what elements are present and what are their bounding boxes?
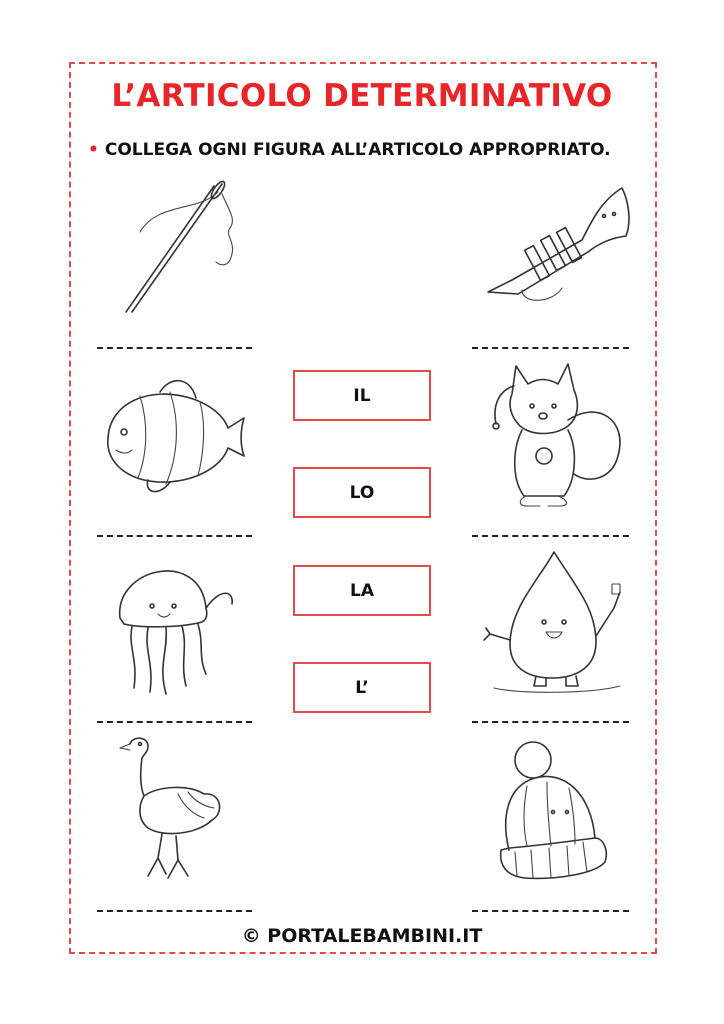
fish-icon [100, 372, 248, 497]
instruction [88, 140, 611, 160]
instruction-bullet: • [88, 140, 99, 160]
drop-icon [480, 548, 630, 696]
instruction-text: COLLEGA OGNI FIGURA ALL’ARTICOLO APPROPRIATO. [104, 140, 611, 160]
answer-line-left-2[interactable] [97, 535, 252, 537]
page-title: L’ARTICOLO DETERMINATIVO [111, 78, 613, 114]
article-box-lo[interactable]: LO [293, 467, 431, 518]
footer-copyright: © PORTALEBAMBINI.IT [241, 925, 483, 947]
article-box-il[interactable]: IL [293, 370, 431, 421]
answer-line-left-3[interactable] [97, 721, 252, 723]
article-box-la[interactable]: LA [293, 565, 431, 616]
answer-line-left-4[interactable] [97, 910, 252, 912]
wool-hat-icon [495, 738, 610, 880]
jellyfish-icon [110, 548, 240, 696]
answer-line-right-4[interactable] [472, 910, 629, 912]
answer-line-right-1[interactable] [472, 347, 629, 349]
answer-line-right-2[interactable] [472, 535, 629, 537]
squirrel-icon [488, 360, 628, 508]
article-box-l-apostrophe[interactable]: L’ [293, 662, 431, 713]
trumpet-icon [482, 180, 632, 310]
answer-line-left-1[interactable] [97, 347, 252, 349]
ostrich-icon [118, 734, 228, 882]
answer-line-right-3[interactable] [472, 721, 629, 723]
needle-icon [118, 172, 248, 317]
